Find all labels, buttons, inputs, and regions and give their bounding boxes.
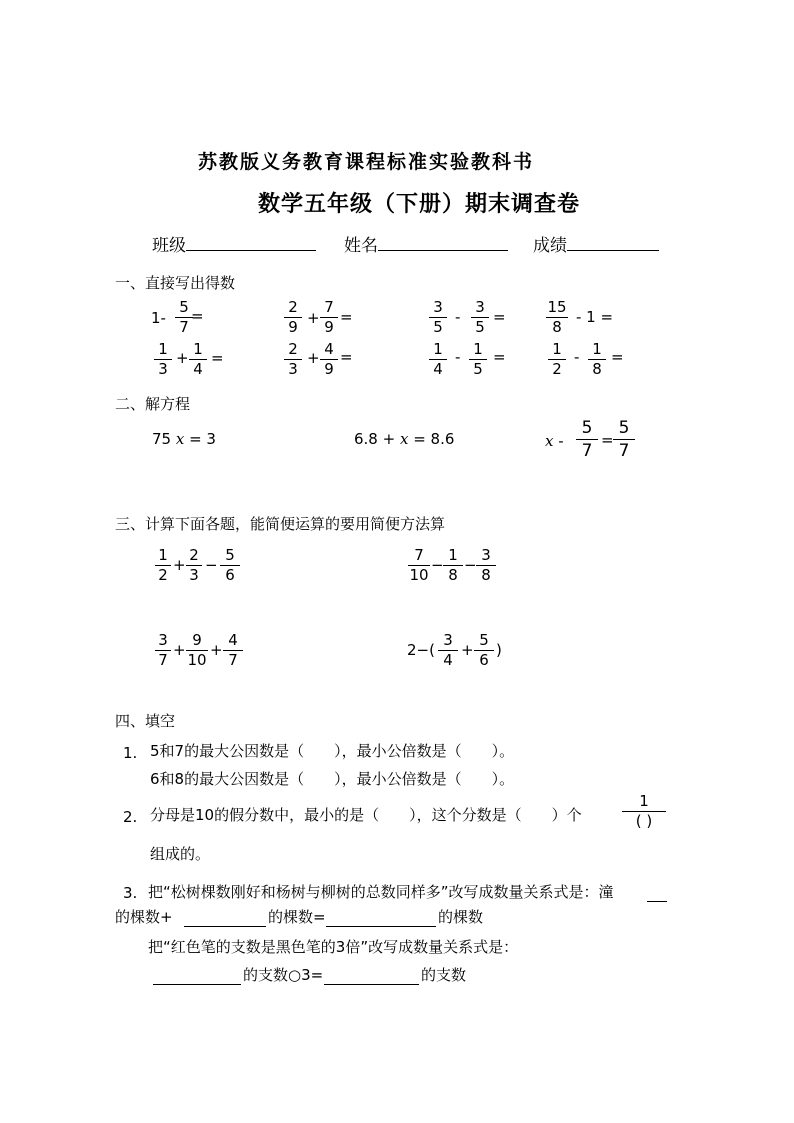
c4-d1: 4: [443, 651, 453, 669]
item3-line4-a: 的支数○3=: [243, 966, 324, 984]
c2-d1: 10: [409, 566, 429, 584]
c3-n2: 9: [192, 631, 202, 649]
equation-3-variable: x: [545, 432, 554, 450]
item3-line3: 把“红色笔的支数是黑色笔的3倍”改写成数量关系式是：: [148, 938, 519, 956]
q7-d1: 4: [433, 360, 443, 378]
item3-blank-4[interactable]: [153, 984, 241, 985]
c2-d3: 8: [481, 566, 491, 584]
name-field: [344, 231, 508, 256]
item3-number: 3.: [123, 884, 138, 902]
c3-d2: 10: [187, 651, 207, 669]
c3-n3: 4: [228, 631, 238, 649]
q3-equals: =: [493, 308, 506, 326]
q6-equals: =: [340, 348, 353, 366]
q7-fraction-2: [469, 341, 487, 378]
item3-blank-5[interactable]: [324, 984, 419, 985]
q5-op: +: [176, 349, 189, 367]
item3-line4-b: 的支数: [421, 966, 467, 984]
e3-d2: 7: [618, 441, 630, 461]
q2-equals: =: [340, 308, 353, 326]
q1-equals: =: [191, 307, 204, 325]
c3-fraction-2: [186, 632, 208, 669]
q3-n2: 3: [475, 298, 485, 316]
q4-denominator: 8: [552, 318, 562, 336]
q6-n1: 2: [288, 340, 298, 358]
equation-2-left: 6.8 +: [354, 430, 400, 448]
e3-n2: 5: [618, 418, 630, 438]
item3-blank-3[interactable]: [326, 926, 436, 927]
item3-line1: 把“松树棵数刚好和杨树与柳树的总数同样多”改写成数量关系式是：潼: [148, 883, 614, 901]
c3-fraction-1: [155, 632, 171, 669]
item3-blank-2[interactable]: [184, 926, 266, 927]
c4-n2: 5: [479, 631, 489, 649]
q3-n1: 3: [433, 298, 443, 316]
score-label: 成绩: [533, 236, 567, 256]
q3-d2: 5: [475, 318, 485, 336]
c3-d1: 7: [158, 651, 168, 669]
equation-3-op: -: [553, 432, 564, 450]
item3-blank-1[interactable]: [647, 901, 667, 902]
item3-line2-c: 的棵数: [438, 908, 484, 926]
document-title: 苏教版义务教育课程标准实验教科书: [198, 151, 535, 173]
q7-d2: 5: [473, 360, 483, 378]
q6-op: +: [307, 349, 320, 367]
equation-1-left: 75: [152, 430, 176, 448]
c4-d2: 6: [479, 651, 489, 669]
q8-fraction-2: [588, 341, 606, 378]
score-blank[interactable]: [567, 236, 659, 251]
c1-n2: 2: [189, 546, 199, 564]
c2-fraction-3: [476, 547, 496, 584]
section4-heading: 四、填空: [115, 712, 176, 730]
c1-d3: 6: [225, 566, 235, 584]
q2-d2: 9: [324, 318, 334, 336]
c3-op1: +: [173, 641, 186, 659]
q4-tail: - 1 =: [576, 308, 614, 326]
q8-n1: 1: [552, 340, 562, 358]
c4-fraction-2: [474, 632, 494, 669]
q7-n2: 1: [473, 340, 483, 358]
equation-3-fraction-1: [576, 418, 598, 461]
q4-fraction: [546, 299, 568, 336]
section3-heading: 三、计算下面各题，能简便运算的要用简便方法算: [115, 515, 446, 533]
c1-n1: 1: [158, 546, 168, 564]
c1-fraction-1: [155, 547, 171, 584]
item3-line2-b: 的棵数=: [268, 908, 326, 926]
item1-number: 1.: [123, 744, 138, 762]
c1-d2: 3: [189, 566, 199, 584]
equation-2: [354, 432, 454, 447]
q6-d2: 9: [324, 360, 334, 378]
q7-equals: =: [493, 348, 506, 366]
c1-op2: −: [205, 556, 218, 574]
score-field: [533, 231, 659, 256]
c2-op1: −: [431, 556, 444, 574]
c2-d2: 8: [448, 566, 458, 584]
e3-n1: 5: [581, 418, 593, 438]
class-blank[interactable]: [186, 236, 316, 251]
q5-n1: 1: [158, 340, 168, 358]
c4-op: +: [461, 641, 474, 659]
item2-fraction-denominator: ( ): [635, 812, 653, 830]
q2-n1: 2: [288, 298, 298, 316]
item2-fraction: [622, 793, 666, 830]
c2-n1: 7: [414, 546, 424, 564]
q5-fraction-2: [189, 341, 207, 378]
q8-equals: =: [611, 348, 624, 366]
q8-d2: 8: [592, 360, 602, 378]
q8-op: -: [574, 348, 580, 366]
q7-op: -: [455, 348, 461, 366]
q2-d1: 9: [288, 318, 298, 336]
item2-continuation: 组成的。: [150, 845, 211, 863]
c2-fraction-1: [408, 547, 430, 584]
c2-n2: 1: [448, 546, 458, 564]
q6-fraction-2: [320, 341, 338, 378]
name-blank[interactable]: [378, 236, 508, 251]
q5-d2: 4: [193, 360, 203, 378]
c1-fraction-3: [220, 547, 240, 584]
q7-n1: 1: [433, 340, 443, 358]
c4-n1: 3: [443, 631, 453, 649]
c1-op1: +: [173, 556, 186, 574]
exam-title: 数学五年级（下册）期末调查卷: [258, 191, 581, 217]
q6-fraction-1: [284, 341, 302, 378]
equation-3-equals: =: [601, 431, 614, 449]
q1-denominator: 7: [179, 318, 189, 336]
item2-fraction-numerator: 1: [639, 792, 649, 810]
item1-line2: 6和8的最大公因数是（ ），最小公倍数是（ ）。: [150, 770, 515, 788]
c4-close: ): [496, 641, 502, 659]
c4-lead: 2−(: [407, 641, 435, 659]
c4-fraction-1: [438, 632, 458, 669]
equation-1-right: = 3: [184, 430, 216, 448]
class-field: [152, 231, 316, 256]
item1-line1: 5和7的最大公因数是（ ），最小公倍数是（ ）。: [150, 742, 515, 760]
q8-n2: 1: [592, 340, 602, 358]
c3-n1: 3: [158, 631, 168, 649]
c1-fraction-2: [186, 547, 202, 584]
q2-fraction-1: [284, 299, 302, 336]
q5-n2: 1: [193, 340, 203, 358]
c1-d1: 2: [158, 566, 168, 584]
q5-equals: =: [211, 349, 224, 367]
equation-3-fraction-2: [613, 418, 635, 461]
q4-numerator: 15: [547, 298, 567, 316]
q7-fraction-1: [429, 341, 447, 378]
q1-numerator: 5: [179, 298, 189, 316]
q3-fraction-1: [429, 299, 447, 336]
c3-op2: +: [210, 641, 223, 659]
item2-text: 分母是10的假分数中，最小的是（ ），这个分数是（ ）个: [150, 806, 582, 824]
equation-2-right: = 8.6: [408, 430, 455, 448]
q5-fraction-1: [154, 341, 172, 378]
q8-d1: 2: [552, 360, 562, 378]
q3-op: -: [455, 308, 461, 326]
q3-d1: 5: [433, 318, 443, 336]
section1-heading: 一、直接写出得数: [115, 274, 236, 292]
c3-d3: 7: [228, 651, 238, 669]
c1-n3: 5: [225, 546, 235, 564]
item2-number: 2.: [123, 808, 138, 826]
c2-fraction-2: [443, 547, 463, 584]
q2-op: +: [307, 309, 320, 327]
name-label: 姓名: [344, 236, 378, 256]
q6-d1: 3: [288, 360, 298, 378]
e3-d1: 7: [581, 441, 593, 461]
equation-1: [152, 432, 216, 447]
item3-line2-a: 的棵数+: [115, 908, 173, 926]
c2-op2: −: [464, 556, 477, 574]
q5-d1: 3: [158, 360, 168, 378]
class-label: 班级: [152, 236, 186, 256]
c2-n3: 3: [481, 546, 491, 564]
section2-heading: 二、解方程: [115, 395, 191, 413]
equation-1-variable: x: [175, 430, 185, 448]
equation-3-lead: [545, 434, 564, 449]
q2-fraction-2: [320, 299, 338, 336]
q1-lead: 1-: [151, 309, 166, 327]
c3-fraction-3: [223, 632, 243, 669]
q8-fraction-1: [548, 341, 566, 378]
q3-fraction-2: [471, 299, 489, 336]
q2-n2: 7: [324, 298, 334, 316]
q6-n2: 4: [324, 340, 334, 358]
equation-2-variable: x: [399, 430, 409, 448]
